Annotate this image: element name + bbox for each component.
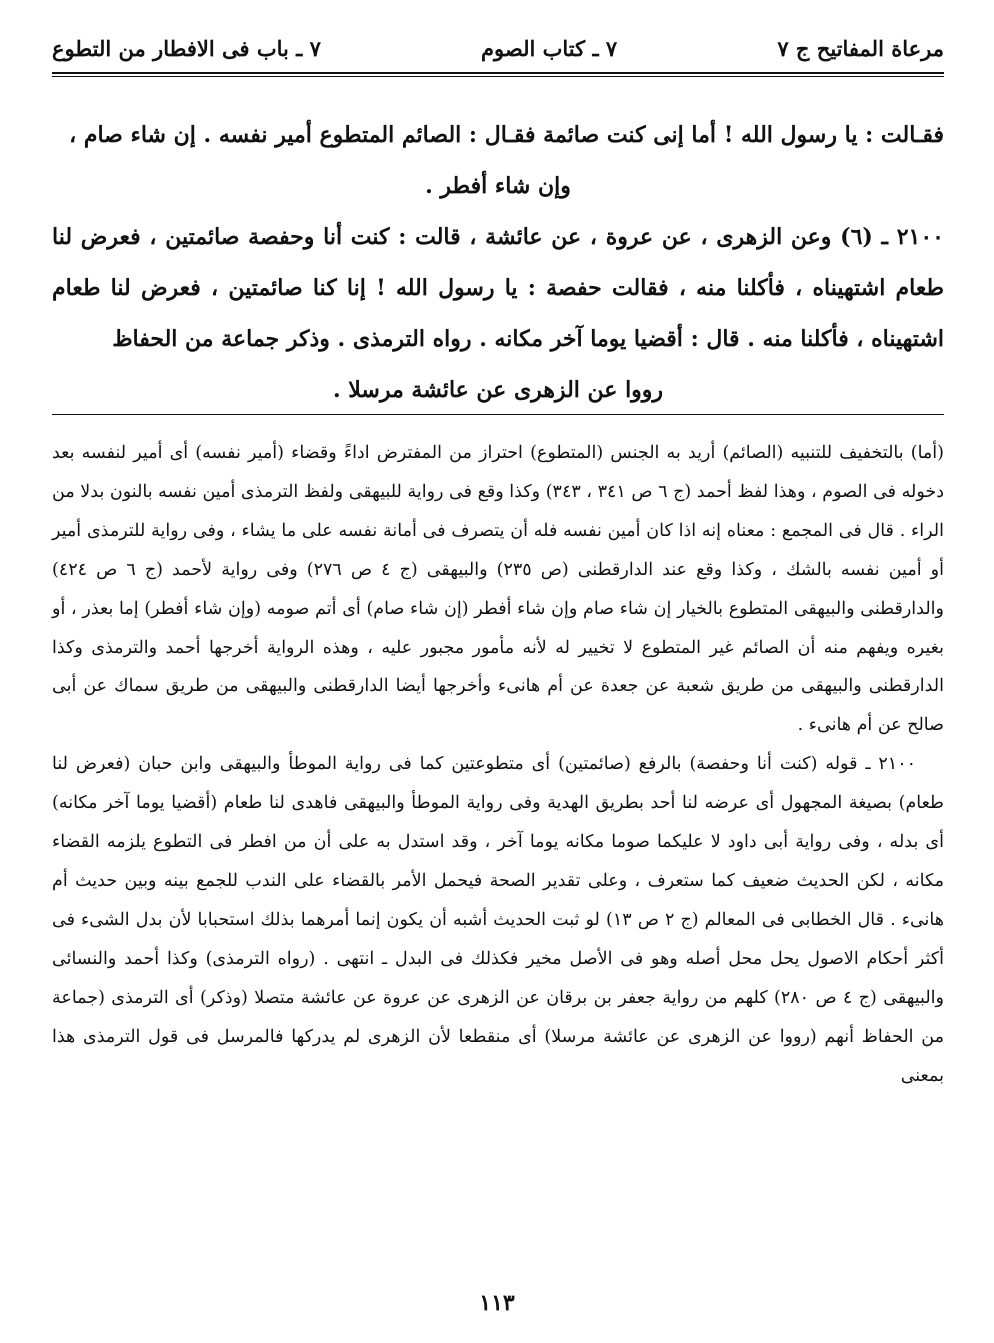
hadith-paragraph-1: فقـالت : يا رسول الله ! أما إنى كنت صائمة فقـال : الصائم المتطوع أمير نفسه . إن شاء صام ، [69, 122, 944, 148]
page-number: ١١٣ [479, 1290, 515, 1316]
commentary-paragraph-2: ٢١٠٠ ـ قوله (كنت أنا وحفصة) بالرفع (صائمتين) أى متطوعتين كما فى رواية الموطأ والبيهقى وابن حبان (فعرض لنا طعام) بصيغة المجهول أى عرضه لنا أحد بطريق الهدية وفى رواية الموطأ والبيهقى فاهدى لنا طعام (أقضيا يوما آخر مكانه) أى بدله ، وفى رواية أبى داود لا عليكما صوما مكانه يوما آخر ، وقد استدل به على أن من افطر فى التطوع يلزمه القضاء مكانه ، لكن الحديث ضعيف كما ستعرف ، وعلى تقدير الصحة فيحمل الأمر بالقضاء على الندب للجمع بينه وبين حديث أم هانىء . قال الخطابى فى المعالم (ج ٢ ص ١٣) لو ثبت الحديث أشبه أن يكون إنما أمرهما بذلك استحبابا لأن بدل الشىء فى أكثر أحكام الاصول يحل محل أصله وهو فى الأصل مخير فكذلك فى البدل ـ انتهى . (رواه الترمذى) وكذا أحمد والنسائى والبيهقى (ج ٤ ص ٢٨٠) كلهم من رواية جعفر بن برقان عن الزهرى عن عروة عن عائشة متصلا (وذكر) أى الترمذى (جماعة من الحفاظ أنهم (رووا عن الزهرى عن عائشة مرسلا) أى منقطعا لأن الزهرى لم يدركها فالمرسل فى قول الترمذى هذا بمعنى [52, 754, 944, 1086]
commentary-text [52, 434, 944, 1095]
running-header [52, 28, 944, 68]
commentary-divider [52, 414, 944, 415]
hadith-text [52, 110, 944, 416]
header-rule [52, 72, 944, 74]
commentary-paragraph-1: (أما) بالتخفيف للتنبيه (الصائم) أريد به الجنس (المتطوع) احتراز من المفترض اداءً وقضاء (أمير نفسه) أى أمير لنفسه بعد دخوله فى الصوم ، وهذا لفظ أحمد (ج ٦ ص ٣٤١ ، ٣٤٣) وكذا وقع فى رواية للبيهقى ولفظ الترمذى أمين نفسه بالنون بدلا من الراء . قال فى المجمع : معناه إنه اذا كان أمين نفسه فله أن يتصرف فى أمانة نفسه على ما يشاء ، وفى رواية للترمذى أمير أو أمين نفسه بالشك ، وكذا وقع عند الدارقطنى (ص ٢٣٥) والبيهقى (ج ٤ ص ٢٧٦) وفى رواية لأحمد (ج ٦ ص ٤٢٤) والدارقطنى والبيهقى المتطوع بالخيار إن شاء صام وإن شاء أفطر (إن شاء صام) أى أتم صومه (وإن شاء أفطر) إما بعذر ، أو بغيره ويفهم منه أن الصائم غير المتطوع لا تخيير له لأنه مأمور مجبور عليه ، وهذه الرواية أخرجها أحمد والترمذى وكذا الدارقطنى والبيهقى من طريق شعبة عن جعدة عن أم هانىء وأخرجها أيضا الدارقطنى والبيهقى من طريق سماك عن أبى صالح عن أم هانىء . [52, 443, 944, 736]
header-section: ٧ ـ كتاب الصوم [481, 35, 618, 61]
header-rule-thin [52, 76, 944, 77]
hadith-paragraph-2: ٢١٠٠ ـ (٦) وعن الزهرى ، عن عروة ، عن عائشة ، قالت : كنت أنا وحفصة صائمتين ، فعرض لنا طعام اشتهيناه ، فأكلنا منه ، فقالت حفصة : يا رسول الله ! إنا كنا صائمتين ، فعرض لنا طعام اشتهيناه ، فأكلنا منه . قال : أقضيا يوما آخر مكانه . رواه الترمذى . وذكر جماعة من الحفاظ [52, 224, 944, 352]
hadith-paragraph-2-end: رووا عن الزهرى عن عائشة مرسلا . [332, 377, 664, 403]
hadith-paragraph-1-end: وإن شاء أفطر . [425, 173, 571, 199]
header-book-title: مرعاة المفاتيح ج ٧ [777, 35, 944, 61]
header-chapter: ٧ ـ باب فى الافطار من التطوع [52, 35, 321, 61]
